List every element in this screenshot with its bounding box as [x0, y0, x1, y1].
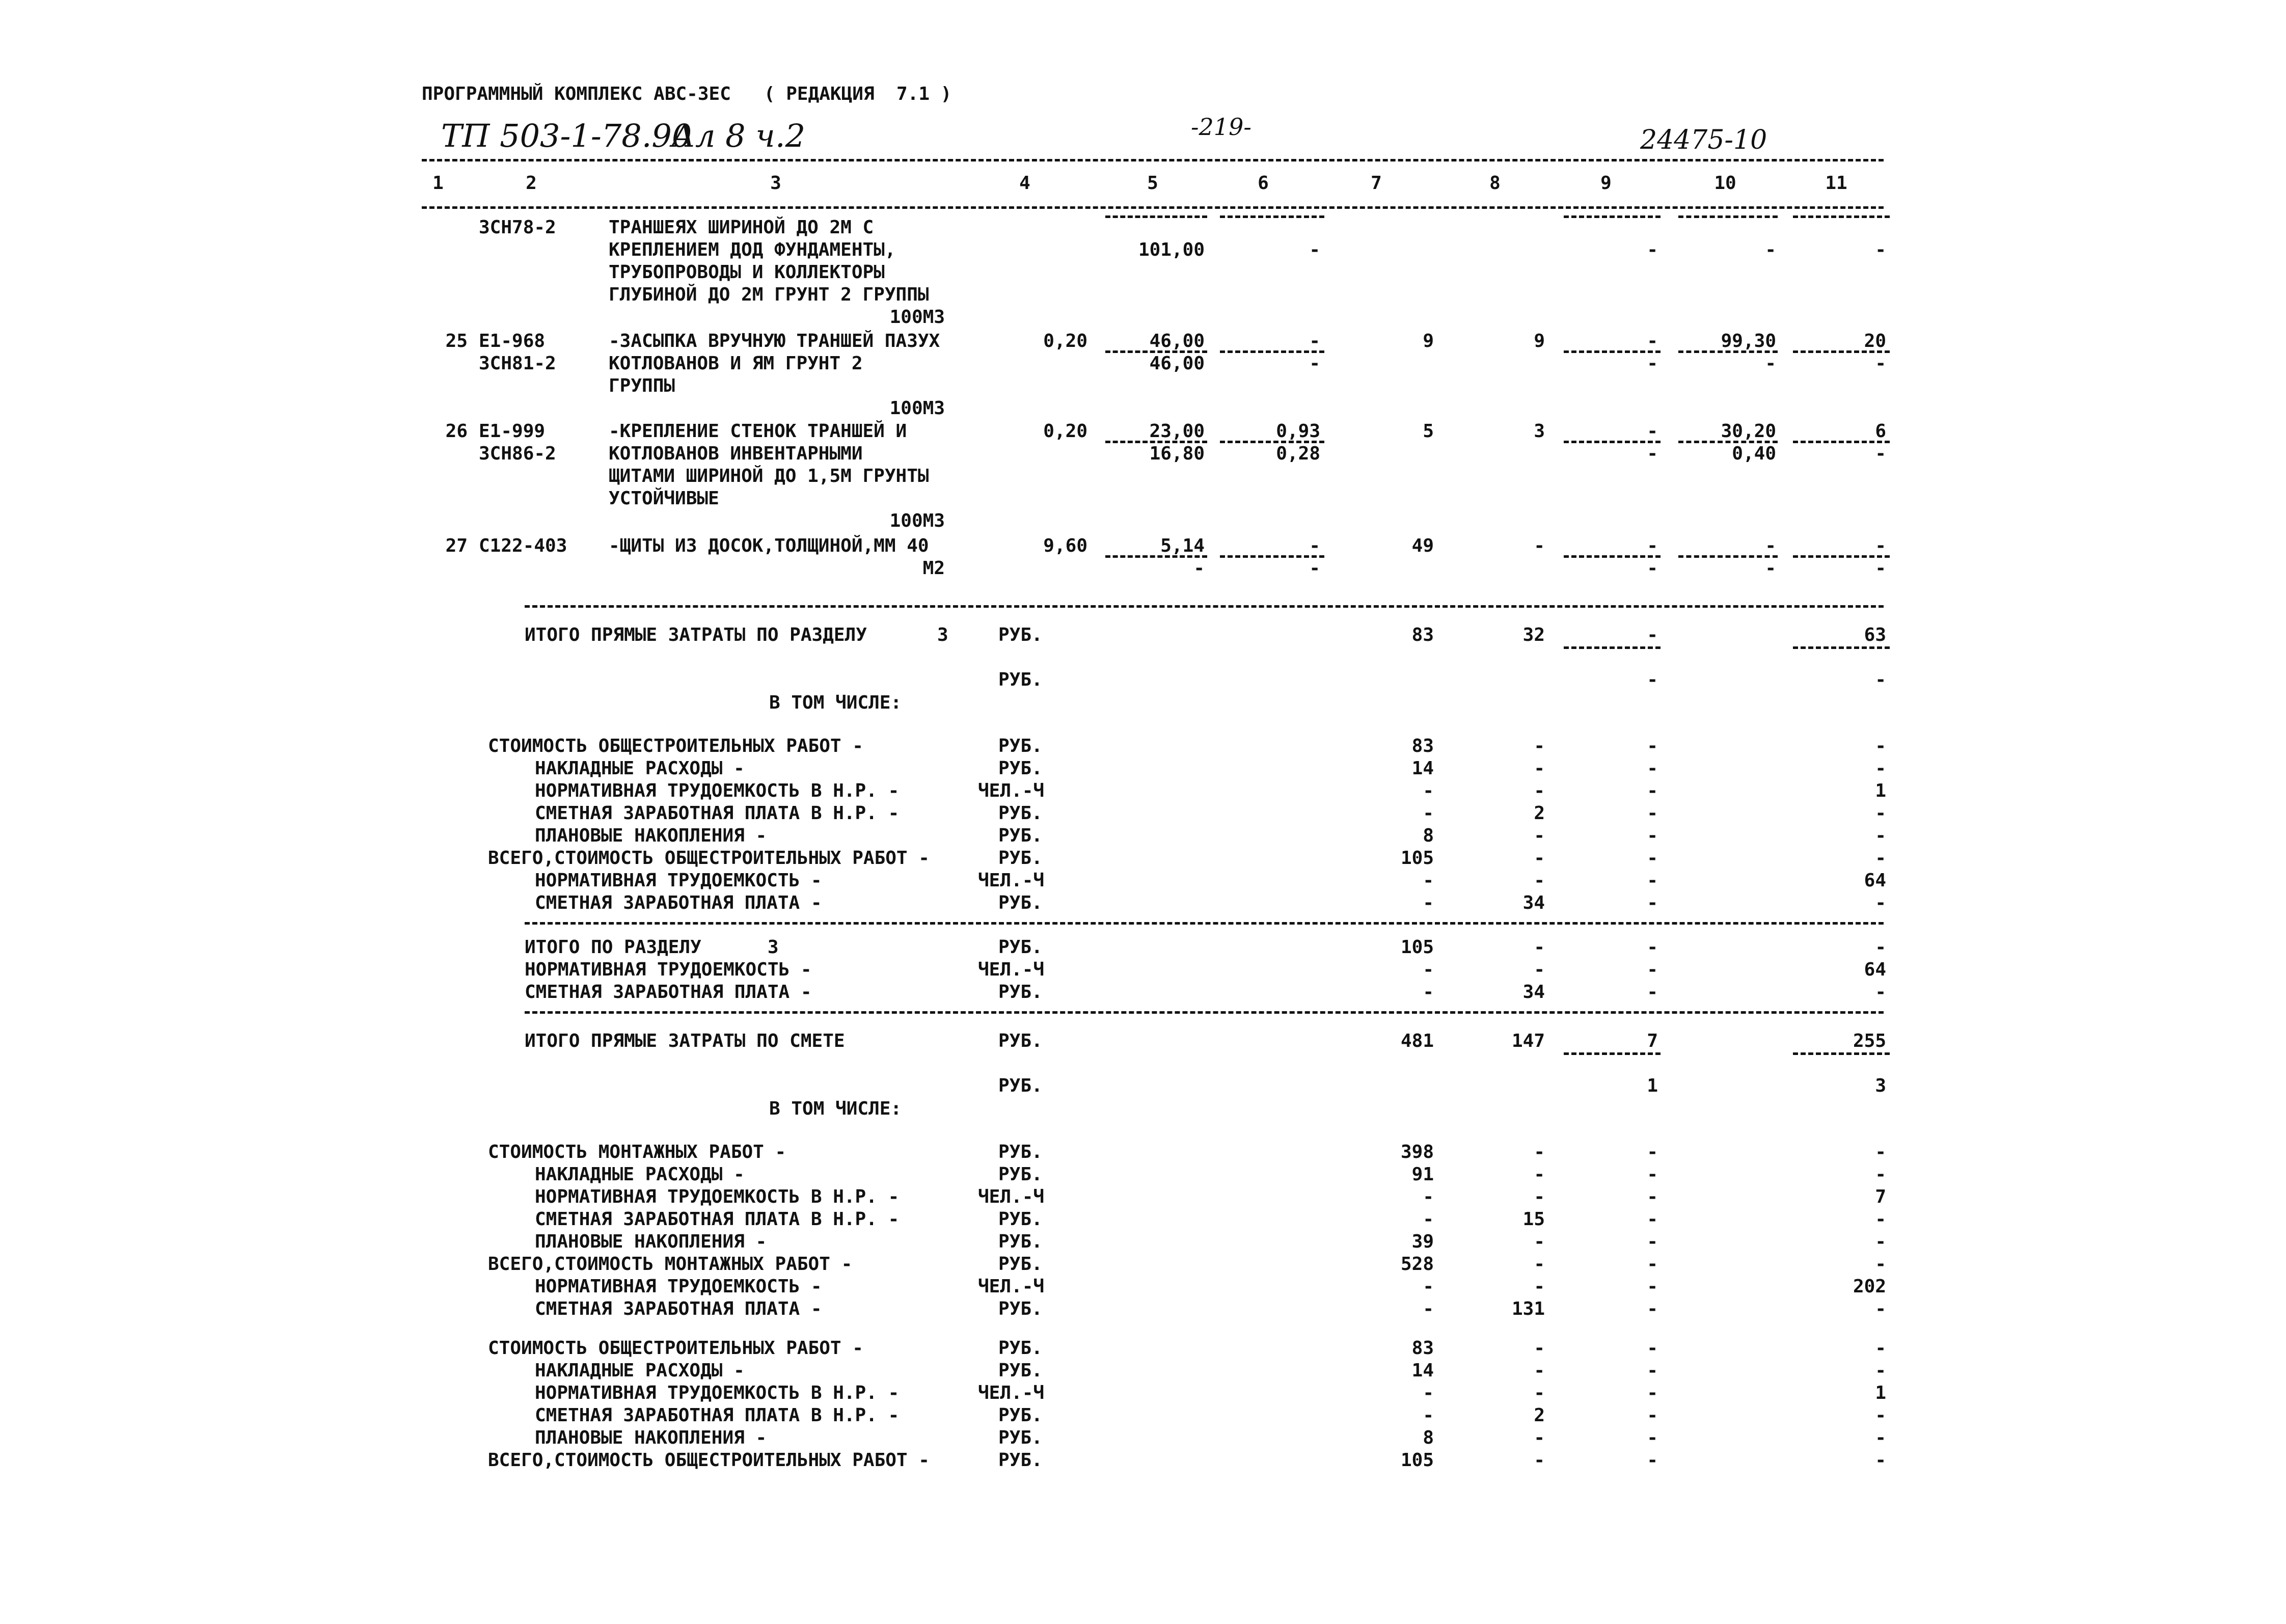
estimate-total-col9: 7 [1647, 1031, 1658, 1051]
item-description-line: ТРУБОПРОВОДЫ И КОЛЛЕКТОРЫ [609, 262, 885, 283]
cell-col6-secondary: - [1309, 558, 1320, 579]
cell-col11-secondary: - [1875, 558, 1886, 579]
section-sum-label: СМЕТНАЯ ЗАРАБОТНАЯ ПЛАТА - [525, 982, 812, 1003]
summary-unit: РУБ. [998, 1254, 1043, 1275]
summary-col7: - [1423, 803, 1434, 824]
cell-col5-secondary: 101,00 [1138, 239, 1205, 260]
cell-col10-secondary: - [1765, 558, 1776, 579]
item-description-line: -ЗАСЫПКА ВРУЧНУЮ ТРАНШЕЙ ПАЗУХ [609, 331, 940, 351]
summary-label: НОРМАТИВНАЯ ТРУДОЕМКОСТЬ - [535, 870, 822, 891]
estimate-total-col7: 481 [1400, 1031, 1434, 1051]
summary-unit: РУБ. [998, 1231, 1043, 1252]
summary-col8: - [1534, 736, 1545, 756]
item-code-secondary: 3СН81-2 [479, 353, 556, 374]
summary-col7: 83 [1411, 1338, 1434, 1359]
summary-col7: 105 [1400, 848, 1434, 869]
summary-unit: РУБ. [998, 1338, 1043, 1359]
section-sum-label: НОРМАТИВНАЯ ТРУДОЕМКОСТЬ - [525, 959, 812, 980]
summary-col8: 131 [1511, 1298, 1545, 1319]
column-number-10: 10 [1714, 173, 1736, 194]
cell-col11: - [1875, 535, 1886, 556]
summary-col11: - [1875, 1164, 1886, 1185]
column-number-1: 1 [432, 173, 444, 194]
cell-col9: - [1647, 535, 1658, 556]
section-sum-col7: 105 [1400, 937, 1434, 958]
summary-unit: ЧЕЛ.-Ч [978, 870, 1045, 891]
summary-label: ПЛАНОВЫЕ НАКОПЛЕНИЯ - [535, 825, 767, 846]
summary-col8: - [1534, 1383, 1545, 1403]
section-sum-unit: ЧЕЛ.-Ч [978, 959, 1045, 980]
cell-col11: 6 [1875, 421, 1886, 442]
summary-label: НОРМАТИВНАЯ ТРУДОЕМКОСТЬ В Н.Р. - [535, 780, 900, 801]
summary-label: НАКЛАДНЫЕ РАСХОДЫ - [535, 758, 745, 779]
cell-divider [1220, 215, 1324, 218]
cell-col11: 20 [1864, 331, 1886, 351]
cell-col10-secondary: 0,40 [1732, 443, 1776, 464]
cell-divider [1564, 646, 1661, 649]
summary-col11: - [1875, 848, 1886, 869]
summary-unit: РУБ. [998, 1450, 1043, 1471]
item-code: Е1-968 [479, 331, 546, 351]
summary-label: ПЛАНОВЫЕ НАКОПЛЕНИЯ - [535, 1231, 767, 1252]
item-description-line: ЩИТАМИ ШИРИНОЙ ДО 1,5М ГРУНТЫ [609, 466, 929, 486]
cell-col7: 49 [1411, 535, 1434, 556]
item-description-line: КОТЛОВАНОВ ИНВЕНТАРНЫМИ [609, 443, 863, 464]
summary-col8: - [1534, 1231, 1545, 1252]
cell-col6: - [1309, 331, 1320, 351]
summary-col9: - [1647, 1360, 1658, 1381]
summary-col9: - [1647, 1298, 1658, 1319]
summary-col9: - [1647, 870, 1658, 891]
cell-col10: 99,30 [1721, 331, 1776, 351]
column-number-4: 4 [1019, 173, 1030, 194]
cell-col9-secondary: - [1647, 558, 1658, 579]
section-sum-col9: - [1647, 959, 1658, 980]
item-description-line: КОТЛОВАНОВ И ЯМ ГРУНТ 2 [609, 353, 863, 374]
summary-col11: 64 [1864, 870, 1886, 891]
summary-col9: - [1647, 1142, 1658, 1162]
section-sum-col11: - [1875, 982, 1886, 1003]
summary-col9: - [1647, 1383, 1658, 1403]
summary-col8: - [1534, 1254, 1545, 1275]
summary-col11: - [1875, 736, 1886, 756]
summary-col9: - [1647, 1209, 1658, 1230]
cell-col8: - [1534, 535, 1545, 556]
section-total-label: ИТОГО ПРЯМЫЕ ЗАТРАТЫ ПО РАЗДЕЛУ [525, 625, 867, 645]
summary-col8: - [1534, 1427, 1545, 1448]
column-number-6: 6 [1258, 173, 1269, 194]
section-rule [525, 1011, 1884, 1014]
section-sum-col9: - [1647, 982, 1658, 1003]
summary-label: СТОИМОСТЬ ОБЩЕСТРОИТЕЛЬНЫХ РАБОТ - [488, 736, 863, 756]
column-number-7: 7 [1371, 173, 1382, 194]
summary-label: НАКЛАДНЫЕ РАСХОДЫ - [535, 1360, 745, 1381]
summary-col9: - [1647, 1338, 1658, 1359]
cell-col6-secondary: 0,28 [1276, 443, 1320, 464]
cell-divider [1678, 215, 1778, 218]
cell-col11-secondary: - [1875, 353, 1886, 374]
section-sum-col8: 34 [1522, 982, 1545, 1003]
section-total-col8: 32 [1522, 625, 1545, 645]
cell-col9-secondary: - [1647, 443, 1658, 464]
summary-col7: 105 [1400, 1450, 1434, 1471]
summary-col8: 2 [1534, 1405, 1545, 1426]
summary-col8: - [1534, 1360, 1545, 1381]
section-total-unit: РУБ. [998, 625, 1043, 645]
summary-col11: - [1875, 1209, 1886, 1230]
summary-col7: 14 [1411, 1360, 1434, 1381]
section-rule [525, 605, 1884, 608]
column-number-9: 9 [1600, 173, 1612, 194]
summary-col8: - [1534, 848, 1545, 869]
item-description-line: КРЕПЛЕНИЕМ ДОД ФУНДАМЕНТЫ, [609, 239, 896, 260]
summary-label: ВСЕГО,СТОИМОСТЬ МОНТАЖНЫХ РАБОТ - [488, 1254, 853, 1275]
summary-label: ВСЕГО,СТОИМОСТЬ ОБЩЕСТРОИТЕЛЬНЫХ РАБОТ - [488, 1450, 930, 1471]
header-rule-bottom [422, 206, 1884, 209]
column-number-3: 3 [770, 173, 781, 194]
item-description-line: ГРУППЫ [609, 375, 675, 396]
program-title: ПРОГРАММНЫЙ КОМПЛЕКС АВС-3ЕС ( РЕДАКЦИЯ 7.1 ) [422, 84, 952, 104]
summary-label: НАКЛАДНЫЕ РАСХОДЫ - [535, 1164, 745, 1185]
summary-col11: - [1875, 1360, 1886, 1381]
summary-col7: - [1423, 1276, 1434, 1297]
summary-unit: РУБ. [998, 848, 1043, 869]
item-code-secondary: 3СН86-2 [479, 443, 556, 464]
section-total-number: 3 [937, 625, 948, 645]
item-description-line: УСТОЙЧИВЫЕ [609, 488, 719, 509]
summary-col7: 83 [1411, 736, 1434, 756]
summary-col9: - [1647, 1164, 1658, 1185]
summary-col11: - [1875, 825, 1886, 846]
summary-unit: РУБ. [998, 1427, 1043, 1448]
item-description-line: ГЛУБИНОЙ ДО 2М ГРУНТ 2 ГРУППЫ [609, 284, 929, 305]
cell-col8: 3 [1534, 421, 1545, 442]
section-rule [525, 922, 1884, 925]
summary-col9: - [1647, 1405, 1658, 1426]
section-total-col11: 63 [1864, 625, 1886, 645]
cell-col7: 9 [1423, 331, 1434, 351]
item-number: 27 [445, 535, 468, 556]
summary-col9: - [1647, 803, 1658, 824]
section-total-col9: - [1647, 625, 1658, 645]
section-sum-col8: - [1534, 937, 1545, 958]
item-unit: 100М3 [889, 510, 945, 531]
summary-col11: 1 [1875, 1383, 1886, 1403]
item-code: С122-403 [479, 535, 567, 556]
estimate-total-col11: 255 [1853, 1031, 1886, 1051]
summary-col11: - [1875, 1427, 1886, 1448]
summary-col8: - [1534, 780, 1545, 801]
summary-unit: РУБ. [998, 736, 1043, 756]
including-heading: В ТОМ ЧИСЛЕ: [769, 692, 902, 713]
column-number-11: 11 [1825, 173, 1847, 194]
summary-col11: - [1875, 1405, 1886, 1426]
summary-label: ПЛАНОВЫЕ НАКОПЛЕНИЯ - [535, 1427, 767, 1448]
section-sum-col7: - [1423, 982, 1434, 1003]
summary-unit: ЧЕЛ.-Ч [978, 1186, 1045, 1207]
summary-label: СМЕТНАЯ ЗАРАБОТНАЯ ПЛАТА - [535, 892, 822, 913]
summary-col11: 202 [1853, 1276, 1886, 1297]
summary-col11: - [1875, 1231, 1886, 1252]
cell-col5: 5,14 [1160, 535, 1205, 556]
summary-unit: РУБ. [998, 1298, 1043, 1319]
cell-col9-secondary: - [1647, 239, 1658, 260]
summary-col7: - [1423, 1186, 1434, 1207]
summary-col7: 8 [1423, 1427, 1434, 1448]
summary-col8: - [1534, 1186, 1545, 1207]
cell-col11-secondary: - [1875, 443, 1886, 464]
summary-label: СТОИМОСТЬ МОНТАЖНЫХ РАБОТ - [488, 1142, 786, 1162]
summary-col9: - [1647, 1231, 1658, 1252]
cell-col5-secondary: 46,00 [1149, 353, 1205, 374]
summary-col7: - [1423, 780, 1434, 801]
summary-col8: - [1534, 1142, 1545, 1162]
cell-col5: 23,00 [1149, 421, 1205, 442]
cell-col10: - [1765, 535, 1776, 556]
summary-label: СМЕТНАЯ ЗАРАБОТНАЯ ПЛАТА - [535, 1298, 822, 1319]
summary-col9: - [1647, 1254, 1658, 1275]
summary-col9: - [1647, 1450, 1658, 1471]
summary-unit: РУБ. [998, 892, 1043, 913]
summary-col8: 34 [1522, 892, 1545, 913]
summary-unit: РУБ. [998, 1405, 1043, 1426]
summary-col7: - [1423, 1209, 1434, 1230]
summary-col9: - [1647, 1186, 1658, 1207]
summary-col7: 398 [1400, 1142, 1434, 1162]
summary-col7: - [1423, 1298, 1434, 1319]
estimate-total-unit-secondary: РУБ. [998, 1075, 1043, 1096]
estimate-total-unit: РУБ. [998, 1031, 1043, 1051]
section-total-unit-secondary: РУБ. [998, 669, 1043, 690]
summary-unit: РУБ. [998, 1360, 1043, 1381]
section-sum-unit: РУБ. [998, 982, 1043, 1003]
cell-col11-secondary: - [1875, 239, 1886, 260]
cell-col6-secondary: - [1309, 239, 1320, 260]
page-number: -219- [1191, 113, 1251, 141]
cell-divider [1564, 1052, 1661, 1055]
item-number: 25 [445, 331, 468, 351]
summary-col9: - [1647, 1427, 1658, 1448]
item-unit: 100М3 [889, 307, 945, 328]
section-sum-label: ИТОГО ПО РАЗДЕЛУ 3 [525, 937, 779, 958]
cell-col4: 9,60 [1043, 535, 1087, 556]
summary-col7: - [1423, 892, 1434, 913]
estimate-total-label: ИТОГО ПРЯМЫЕ ЗАТРАТЫ ПО СМЕТЕ [525, 1031, 845, 1051]
summary-col9: - [1647, 736, 1658, 756]
column-number-8: 8 [1489, 173, 1501, 194]
summary-col7: - [1423, 1405, 1434, 1426]
section-sum-col9: - [1647, 937, 1658, 958]
section-total-col9-secondary: - [1647, 669, 1658, 690]
header-rule-top [422, 159, 1884, 161]
summary-col11: - [1875, 1338, 1886, 1359]
summary-col7: 14 [1411, 758, 1434, 779]
summary-unit: ЧЕЛ.-Ч [978, 780, 1045, 801]
item-description-line: ТРАНШЕЯХ ШИРИНОЙ ДО 2М С [609, 217, 874, 238]
summary-label: СМЕТНАЯ ЗАРАБОТНАЯ ПЛАТА В Н.Р. - [535, 803, 900, 824]
estimate-total-col8: 147 [1511, 1031, 1545, 1051]
column-number-2: 2 [526, 173, 537, 194]
cell-divider [1105, 215, 1207, 218]
section-total-col11-secondary: - [1875, 669, 1886, 690]
summary-col9: - [1647, 1276, 1658, 1297]
item-description-line: -ЩИТЫ ИЗ ДОСОК,ТОЛЩИНОЙ,ММ 40 [609, 535, 929, 556]
summary-col9: - [1647, 825, 1658, 846]
cell-col7: 5 [1423, 421, 1434, 442]
section-sum-col11: 64 [1864, 959, 1886, 980]
cell-col9: - [1647, 421, 1658, 442]
item-number: 26 [445, 421, 468, 442]
summary-label: СТОИМОСТЬ ОБЩЕСТРОИТЕЛЬНЫХ РАБОТ - [488, 1338, 863, 1359]
cell-col6-secondary: - [1309, 353, 1320, 374]
summary-col11: - [1875, 1254, 1886, 1275]
item-code: 3СН78-2 [479, 217, 556, 238]
summary-col9: - [1647, 892, 1658, 913]
summary-col8: - [1534, 1164, 1545, 1185]
summary-col8: 15 [1522, 1209, 1545, 1230]
item-unit: М2 [922, 558, 945, 579]
summary-col11: - [1875, 1450, 1886, 1471]
summary-col8: 2 [1534, 803, 1545, 824]
summary-label: НОРМАТИВНАЯ ТРУДОЕМКОСТЬ В Н.Р. - [535, 1383, 900, 1403]
section-sum-col11: - [1875, 937, 1886, 958]
summary-col9: - [1647, 848, 1658, 869]
summary-col11: - [1875, 1298, 1886, 1319]
summary-unit: РУБ. [998, 803, 1043, 824]
cell-col9-secondary: - [1647, 353, 1658, 374]
summary-col11: - [1875, 758, 1886, 779]
section-total-col7: 83 [1411, 625, 1434, 645]
estimate-total-col9-secondary: 1 [1647, 1075, 1658, 1096]
cell-col6: - [1309, 535, 1320, 556]
summary-unit: ЧЕЛ.-Ч [978, 1383, 1045, 1403]
cell-divider [1564, 215, 1661, 218]
doc-number: 24475-10 [1640, 125, 1767, 155]
cell-col5: 46,00 [1149, 331, 1205, 351]
album-label: Ал 8 ч.2 [671, 117, 806, 154]
summary-col11: - [1875, 892, 1886, 913]
summary-col11: 1 [1875, 780, 1886, 801]
summary-col8: - [1534, 825, 1545, 846]
summary-col11: 7 [1875, 1186, 1886, 1207]
summary-col8: - [1534, 1338, 1545, 1359]
summary-unit: ЧЕЛ.-Ч [978, 1276, 1045, 1297]
cell-col4: 0,20 [1043, 331, 1087, 351]
summary-col11: - [1875, 1142, 1886, 1162]
summary-label: СМЕТНАЯ ЗАРАБОТНАЯ ПЛАТА В Н.Р. - [535, 1405, 900, 1426]
cell-col5-secondary: 16,80 [1149, 443, 1205, 464]
section-sum-unit: РУБ. [998, 937, 1043, 958]
summary-col8: - [1534, 758, 1545, 779]
cell-divider [1793, 215, 1890, 218]
summary-label: ВСЕГО,СТОИМОСТЬ ОБЩЕСТРОИТЕЛЬНЫХ РАБОТ - [488, 848, 930, 869]
cell-col6: 0,93 [1276, 421, 1320, 442]
summary-col7: - [1423, 870, 1434, 891]
doc-code: ТП 503-1-78.90 [441, 117, 692, 154]
summary-unit: РУБ. [998, 1142, 1043, 1162]
summary-col9: - [1647, 758, 1658, 779]
item-description-line: -КРЕПЛЕНИЕ СТЕНОК ТРАНШЕЙ И [609, 421, 907, 442]
cell-col5-secondary: - [1193, 558, 1205, 579]
column-number-5: 5 [1147, 173, 1158, 194]
summary-unit: РУБ. [998, 825, 1043, 846]
summary-label: НОРМАТИВНАЯ ТРУДОЕМКОСТЬ - [535, 1276, 822, 1297]
summary-label: СМЕТНАЯ ЗАРАБОТНАЯ ПЛАТА В Н.Р. - [535, 1209, 900, 1230]
summary-col7: - [1423, 1383, 1434, 1403]
section-sum-col8: - [1534, 959, 1545, 980]
item-code: Е1-999 [479, 421, 546, 442]
summary-col7: 528 [1400, 1254, 1434, 1275]
item-unit: 100М3 [889, 398, 945, 419]
summary-unit: РУБ. [998, 758, 1043, 779]
cell-col8: 9 [1534, 331, 1545, 351]
cell-col10: 30,20 [1721, 421, 1776, 442]
summary-col7: 91 [1411, 1164, 1434, 1185]
cell-col10-secondary: - [1765, 353, 1776, 374]
summary-col7: 39 [1411, 1231, 1434, 1252]
cell-divider [1793, 646, 1890, 649]
section-sum-col7: - [1423, 959, 1434, 980]
summary-col11: - [1875, 803, 1886, 824]
estimate-total-col11-secondary: 3 [1875, 1075, 1886, 1096]
summary-unit: РУБ. [998, 1209, 1043, 1230]
summary-col7: 8 [1423, 825, 1434, 846]
summary-col8: - [1534, 870, 1545, 891]
cell-col4: 0,20 [1043, 421, 1087, 442]
including-heading: В ТОМ ЧИСЛЕ: [769, 1098, 902, 1119]
cell-col9: - [1647, 331, 1658, 351]
summary-label: НОРМАТИВНАЯ ТРУДОЕМКОСТЬ В Н.Р. - [535, 1186, 900, 1207]
summary-col9: - [1647, 780, 1658, 801]
summary-col8: - [1534, 1450, 1545, 1471]
cell-col10-secondary: - [1765, 239, 1776, 260]
cell-divider [1793, 1052, 1890, 1055]
summary-unit: РУБ. [998, 1164, 1043, 1185]
summary-col8: - [1534, 1276, 1545, 1297]
